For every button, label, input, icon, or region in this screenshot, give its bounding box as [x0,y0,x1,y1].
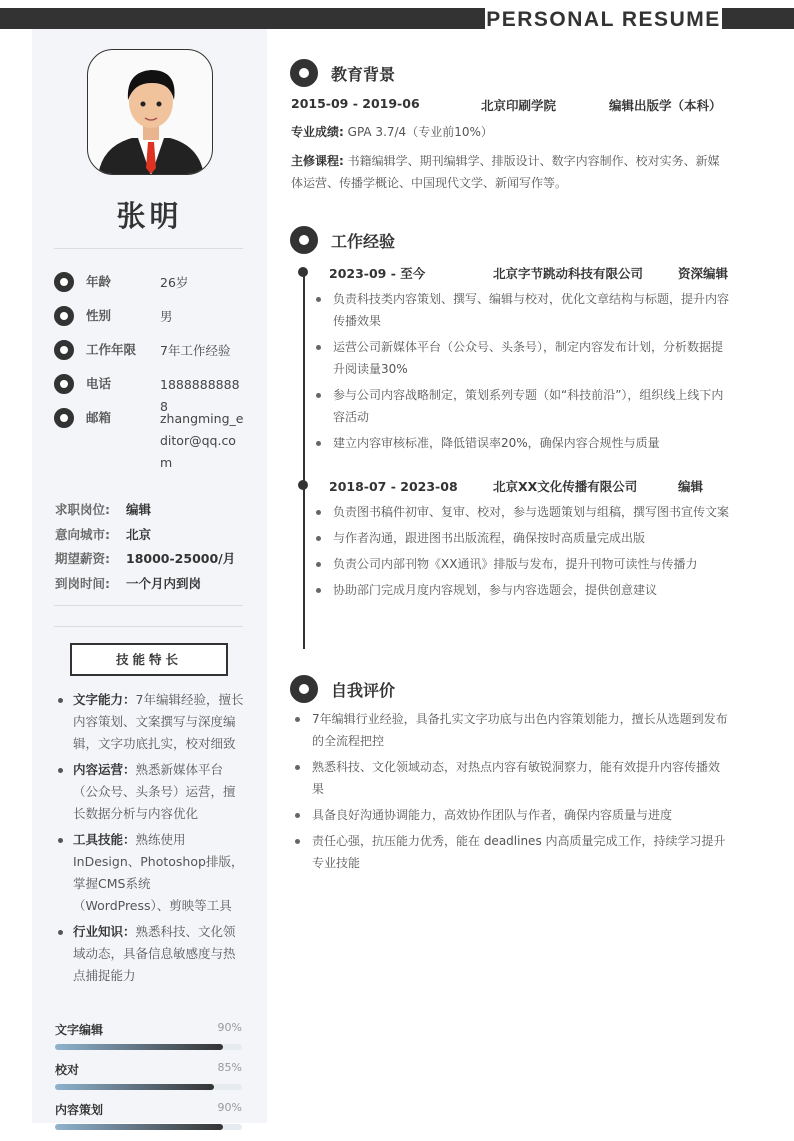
work-item [329,475,734,605]
work-company: 北京字节跳动科技有限公司 [493,266,644,281]
timeline-line [303,271,305,649]
work-item [329,262,734,458]
courses-value: 书籍编辑学、期刊编辑学、排版设计、数字内容制作、校对实务、新媒体运营、传播学概论、中国现代文学、新闻写作等。 [291,154,720,190]
timeline-dot [298,480,308,490]
edu-major: 编辑出版学（本科） [609,98,722,113]
skill-bar-name: 内容策划 [55,1103,104,1117]
job-row [55,525,235,550]
skill-bars [55,1021,242,1141]
info-row [54,306,254,340]
skill-name: 文字能力： [73,692,136,707]
info-label: 电话 [86,376,112,391]
job-value: 18000-25000/月 [126,551,236,566]
skill-bar-fill [55,1084,214,1090]
job-row [55,500,235,525]
section-icon [290,59,318,87]
skill-bar [55,1061,242,1101]
section-education [290,59,395,87]
score-label: 专业成绩: [291,125,344,139]
skills-list [56,689,246,991]
candidate-name: 张明 [116,199,183,233]
info-value: 18888888888 [160,377,240,414]
personal-info [54,272,254,470]
skill-bar-track [55,1044,242,1050]
section-icon [290,226,318,254]
info-row [54,340,254,374]
job-row [55,574,235,599]
education-row [291,96,731,114]
self-point: 7年编辑行业经验，具备扎实文字功底与出色内容策划能力，擅长从选题到发布的全流程把控 [290,708,730,752]
section-title: 自我评价 [331,680,396,700]
skill-item [56,829,246,917]
info-label: 工作年限 [86,342,137,357]
job-value: 编辑 [126,502,152,517]
ring-icon [54,272,74,292]
ring-icon [54,408,74,428]
score-value: GPA 3.7/4（专业前10%） [347,125,493,139]
work-point: 协助部门完成月度内容规划，参与内容选题会，提供创意建议 [311,579,734,601]
skill-bar-percent: 90% [217,1021,242,1034]
sidebar [32,29,267,1123]
edu-score [291,121,731,143]
info-value: 7年工作经验 [160,343,231,358]
work-point: 运营公司新媒体平台（公众号、头条号），制定内容发布计划，分析数据提升阅读量30% [311,336,734,380]
job-intention [55,500,235,598]
job-row [55,549,235,574]
work-point: 建立内容审核标准，降低错误率20%，确保内容合规性与质量 [311,432,734,454]
work-point: 负责科技类内容策划、撰写、编辑与校对，优化文章结构与标题，提升内容传播效果 [311,288,734,332]
skill-bar-header [55,1061,242,1078]
work-period: 2018-07 - 2023-08 [329,478,458,494]
ring-icon [54,374,74,394]
skill-bar-name: 文字编辑 [55,1023,104,1037]
skill-bar-header [55,1101,242,1118]
work-period: 2023-09 - 至今 [329,266,426,281]
info-row [54,374,254,414]
work-role: 资深编辑 [678,266,729,281]
ring-icon [54,306,74,326]
job-value: 北京 [126,526,152,542]
info-label: 年龄 [86,274,112,289]
divider [54,626,243,627]
avatar [87,49,213,175]
self-point: 熟悉科技、文化领域动态，对热点内容有敏锐洞察力，能有效提升内容传播效果 [290,756,730,800]
self-point: 责任心强，抗压能力优秀，能在 deadlines 内高质量完成工作，持续学习提升专业技能 [290,830,730,874]
edu-period: 2015-09 - 2019-06 [291,96,420,111]
divider [54,605,243,606]
skill-bar-track [55,1124,242,1130]
edu-school: 北京印刷学院 [481,98,557,113]
skills-heading: 技能特长 [70,643,228,676]
page-title: PERSONAL RESUME [485,4,722,34]
work-header [329,262,734,284]
work-point: 参与公司内容战略制定，策划系列专题（如“科技前沿”），组织线上线下内容活动 [311,384,734,428]
skill-desc: 熟悉科技、文化领域动态，具备信息敏感度与热点捕捉能力 [73,924,236,983]
edu-courses [291,150,731,194]
skill-name: 内容运营： [73,762,136,777]
skill-item [56,921,246,987]
skill-bar-name: 校对 [55,1063,80,1077]
skill-desc: 熟悉新媒体平台（公众号、头条号）运营，擅长数据分析与内容优化 [73,762,236,821]
info-value: 26岁 [160,275,189,290]
work-point: 与作者沟通，跟进图书出版流程，确保按时高质量完成出版 [311,527,734,549]
work-header [329,475,734,497]
self-point: 具备良好沟通协调能力，高效协作团队与作者，确保内容质量与进度 [290,804,730,826]
skill-bar-track [55,1084,242,1090]
section-title: 教育背景 [331,64,396,84]
section-title: 工作经验 [331,231,396,251]
job-label: 意向城市: [55,526,110,542]
skill-item [56,759,246,825]
job-label: 到岗时间: [55,575,110,591]
info-label: 性别 [86,308,112,323]
info-value: 男 [160,309,173,324]
work-points [311,501,734,601]
info-value: zhangming_editor@qq.com [160,411,244,470]
info-row [54,408,254,470]
section-self [290,675,395,703]
work-role: 编辑 [678,479,704,494]
skill-item [56,689,246,755]
skill-desc: 7年编辑经验，擅长内容策划、文案撰写与深度编辑，文字功底扎实，校对细致 [73,692,244,751]
skill-bar [55,1101,242,1141]
skill-desc: 熟练使用InDesign、Photoshop排版，掌握CMS系统（WordPress）、剪映等工具 [73,832,244,913]
courses-label: 主修课程: [291,154,344,168]
work-company: 北京XX文化传播有限公司 [493,479,638,494]
work-point: 负责公司内部刊物《XX通讯》排版与发布，提升刊物可读性与传播力 [311,553,734,575]
skill-name: 工具技能： [73,832,136,847]
job-label: 期望薪资: [55,551,110,566]
timeline-dot [298,267,308,277]
work-point: 负责图书稿件初审、复审、校对，参与选题策划与组稿，撰写图书宣传文案 [311,501,734,523]
work-points [311,288,734,454]
info-row [54,272,254,306]
info-label: 邮箱 [86,410,112,425]
self-evaluation-list [290,708,730,878]
skill-bar-percent: 90% [217,1101,242,1114]
skill-name: 行业知识： [73,924,136,939]
section-icon [290,675,318,703]
skill-bar-percent: 85% [217,1061,242,1074]
job-label: 求职岗位: [55,502,110,517]
skill-bar-fill [55,1124,223,1130]
skill-bar-fill [55,1044,223,1050]
skill-bar [55,1021,242,1061]
divider [54,248,243,249]
skill-bar-header [55,1021,242,1038]
ring-icon [54,340,74,360]
job-value: 一个月内到岗 [126,575,202,591]
section-work [290,226,395,254]
